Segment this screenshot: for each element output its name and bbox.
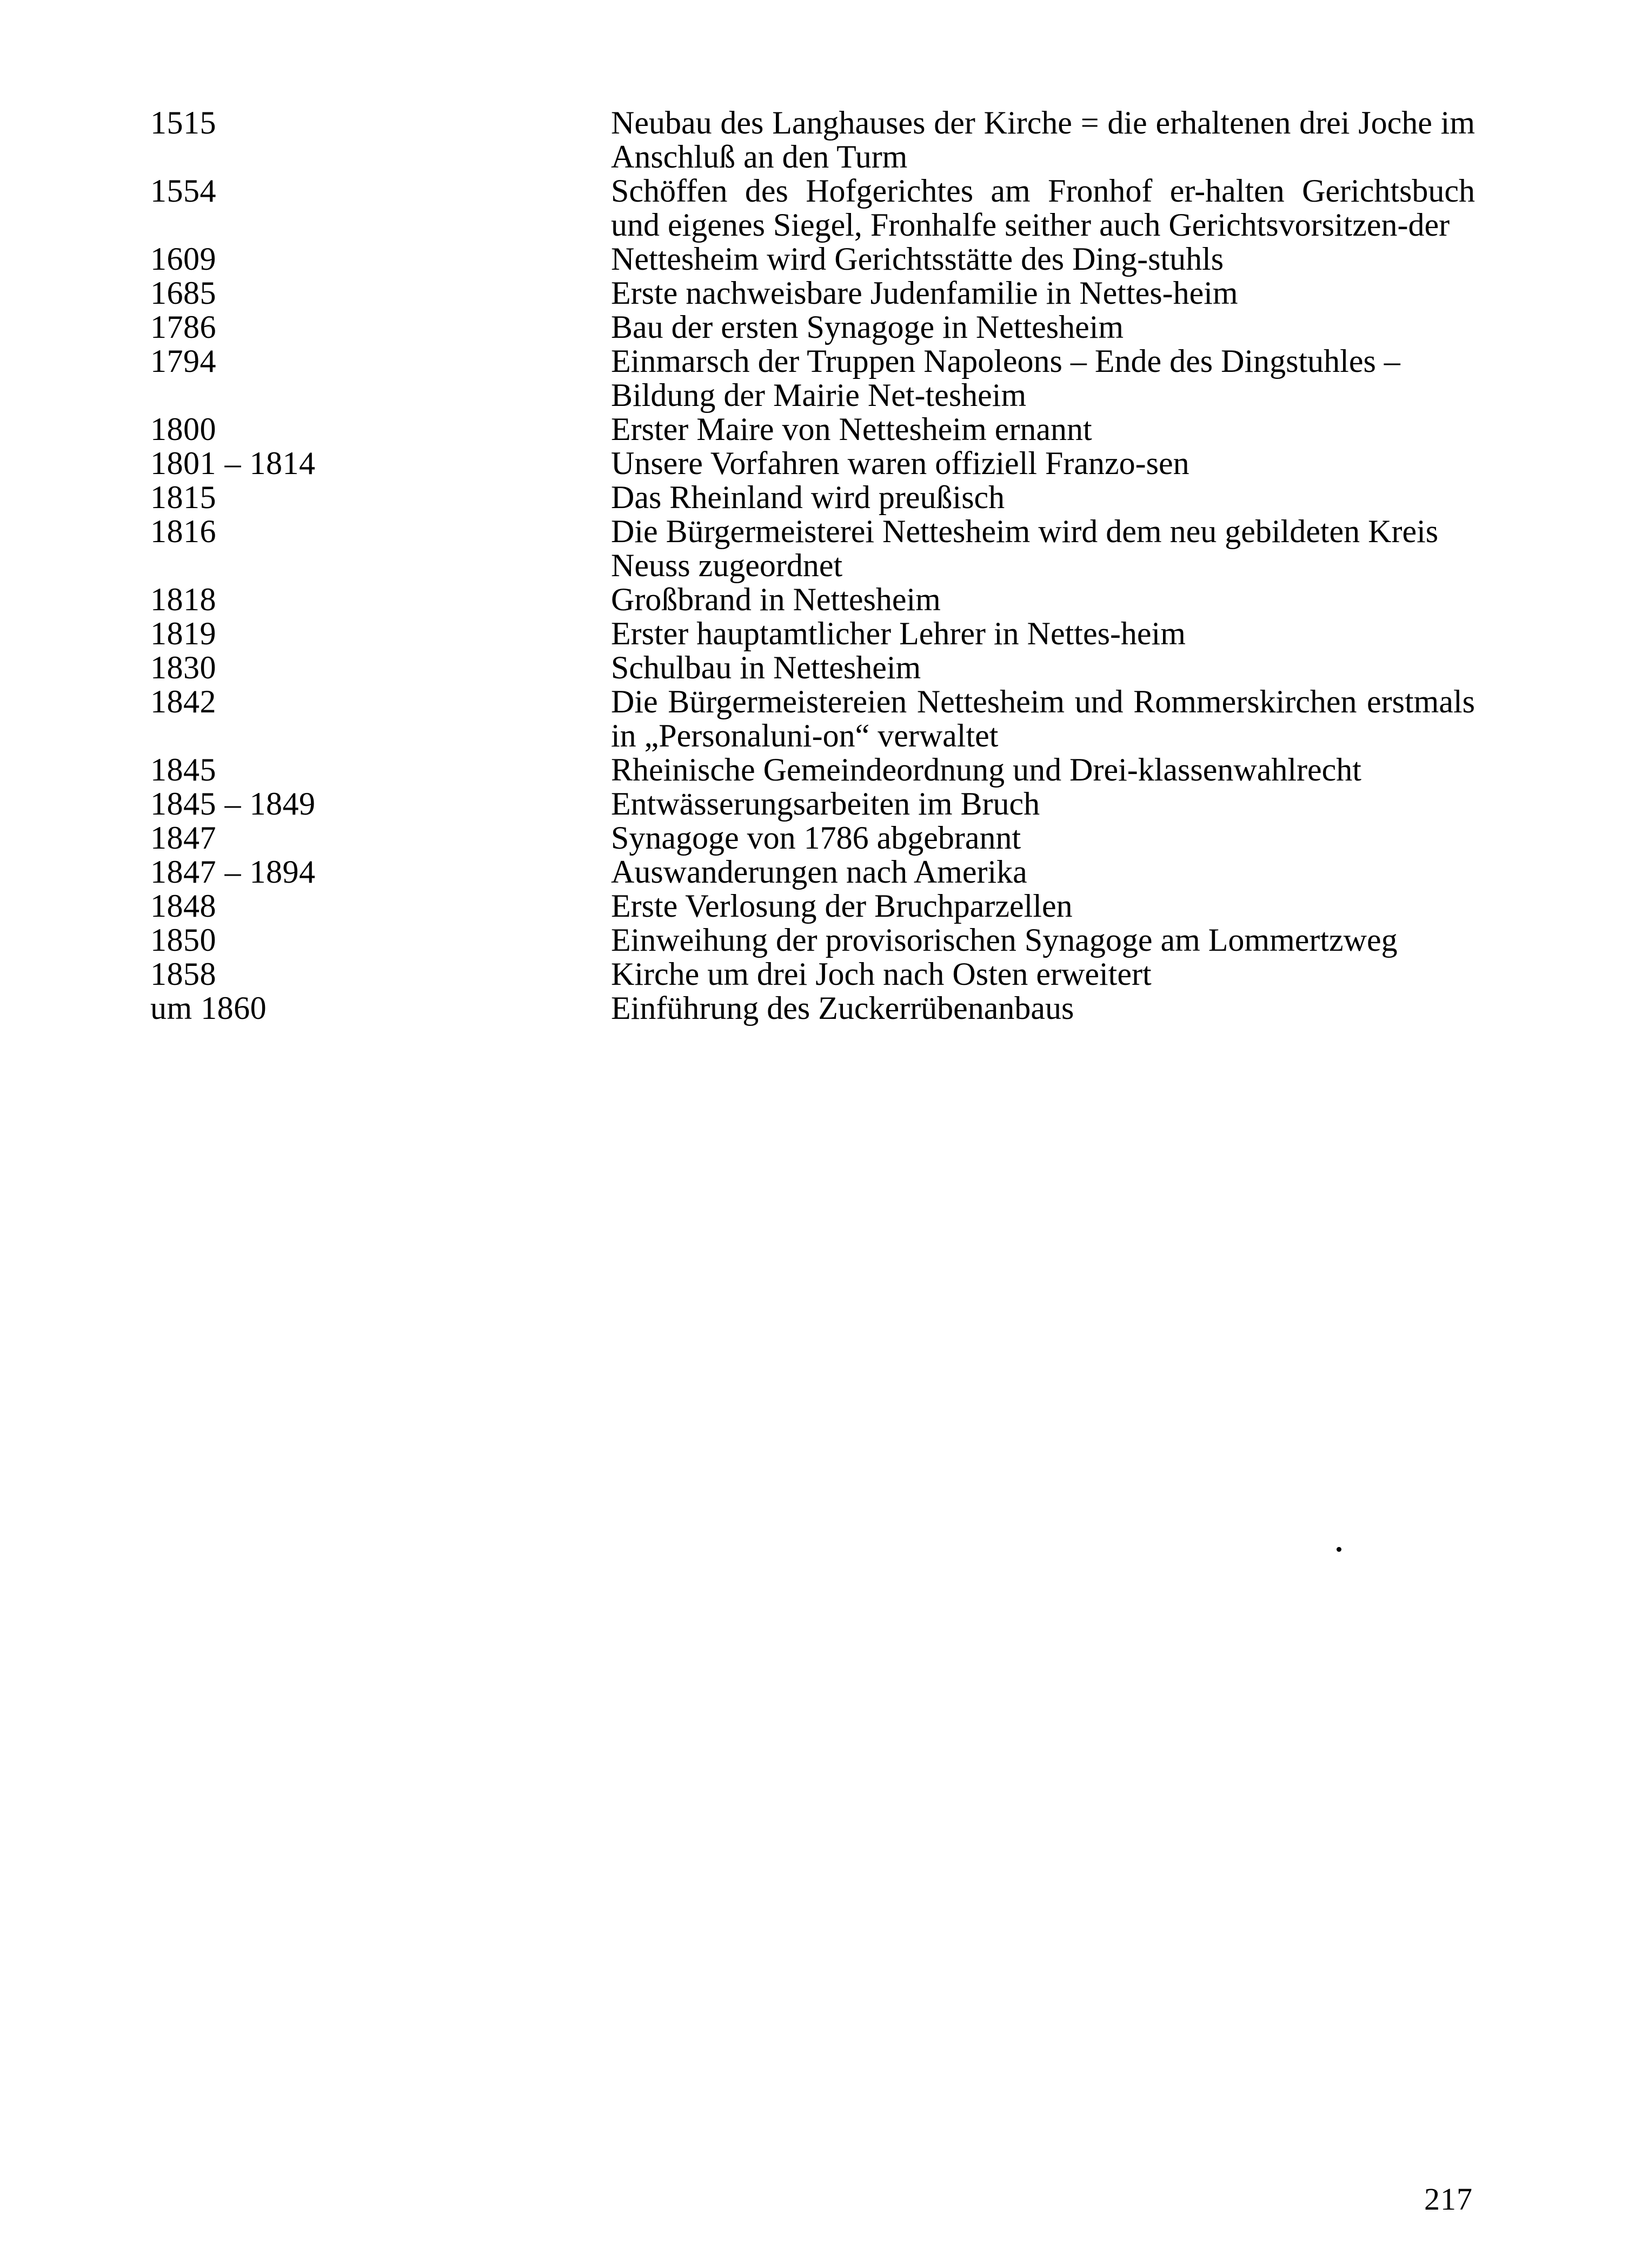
entry-year: 1845 – 1849 (150, 786, 316, 822)
chronology-entry (150, 753, 1475, 787)
entry-description: Das Rheinland wird preußisch (611, 479, 1005, 515)
entry-year: 1842 (150, 684, 216, 719)
page-number: 217 (1424, 2182, 1473, 2217)
entry-description: Bau der ersten Synagoge in Nettesheim (611, 309, 1124, 345)
chronology-entry (150, 957, 1475, 991)
chronology-entry (150, 583, 1475, 617)
entry-year: 1818 (150, 582, 216, 617)
entry-description: Schöffen des Hofgerichtes am Fronhof er-halten Gerichtsbuch und eigenes Siegel, Fronhalfe seither auch Gerichtsvorsitzen-der (611, 173, 1475, 243)
chronology-entry (150, 991, 1475, 1025)
entry-year: um 1860 (150, 990, 267, 1026)
chronology-entry (150, 276, 1475, 310)
chronology-entry (150, 242, 1475, 276)
entry-description: Entwässerungsarbeiten im Bruch (611, 786, 1040, 822)
entry-description: Großbrand in Nettesheim (611, 582, 941, 617)
chronology-entry (150, 923, 1475, 957)
entry-year: 1794 (150, 343, 216, 379)
entry-description: Erster Maire von Nettesheim ernannt (611, 411, 1092, 447)
chronology-table (150, 106, 1475, 1025)
entry-description: Erste Verlosung der Bruchparzellen (611, 888, 1073, 924)
chronology-entry (150, 481, 1475, 515)
entry-description: Synagoge von 1786 abgebrannt (611, 820, 1021, 856)
entry-description: Neubau des Langhauses der Kirche = die erhaltenen drei Joche im Anschluß an den Turm (611, 105, 1475, 175)
chronology-entry (150, 685, 1475, 753)
entry-description: Nettesheim wird Gerichtsstätte des Ding-stuhls (611, 241, 1224, 277)
entry-year: 1786 (150, 309, 216, 345)
chronology-entry (150, 515, 1475, 583)
scan-artifact-speck (1337, 1547, 1341, 1552)
entry-year: 1515 (150, 105, 216, 141)
entry-description: Rheinische Gemeindeordnung und Drei-klassenwahlrecht (611, 752, 1361, 788)
entry-year: 1858 (150, 956, 216, 992)
chronology-entry (150, 889, 1475, 923)
chronology-entry (150, 651, 1475, 685)
entry-year: 1816 (150, 513, 216, 549)
entry-year: 1845 (150, 752, 216, 788)
entry-description: Schulbau in Nettesheim (611, 650, 921, 685)
entry-year: 1830 (150, 650, 216, 685)
entry-description: Einweihung der provisorischen Synagoge am Lommertzweg (611, 922, 1398, 958)
entry-year: 1819 (150, 616, 216, 651)
chronology-entry (150, 446, 1475, 481)
entry-description: Auswanderungen nach Amerika (611, 854, 1027, 890)
entry-description: Die Bürgermeisterei Nettesheim wird dem neu gebildeten Kreis Neuss zugeordnet (611, 513, 1439, 583)
entry-description: Unsere Vorfahren waren offiziell Franzo-sen (611, 445, 1189, 481)
entry-description: Kirche um drei Joch nach Osten erweitert (611, 956, 1152, 992)
entry-description: Erste nachweisbare Judenfamilie in Nettes-heim (611, 275, 1238, 311)
entry-description: Erster hauptamtlicher Lehrer in Nettes-heim (611, 616, 1186, 651)
chronology-entry (150, 310, 1475, 344)
chronology-entry (150, 617, 1475, 651)
chronology-entry (150, 344, 1475, 412)
entry-year: 1554 (150, 173, 216, 209)
chronology-entry (150, 106, 1475, 174)
entry-year: 1685 (150, 275, 216, 311)
chronology-entry (150, 412, 1475, 446)
chronology-entry (150, 821, 1475, 855)
chronology-entry (150, 174, 1475, 242)
entry-description: Die Bürgermeistereien Nettesheim und Rommerskirchen erstmals in „Personaluni-on“ verwaltet (611, 684, 1475, 753)
entry-year: 1848 (150, 888, 216, 924)
entry-description: Einführung des Zuckerrübenanbaus (611, 990, 1074, 1026)
entry-year: 1850 (150, 922, 216, 958)
entry-year: 1800 (150, 411, 216, 447)
chronology-entry (150, 855, 1475, 889)
entry-year: 1609 (150, 241, 216, 277)
entry-description: Einmarsch der Truppen Napoleons – Ende des Dingstuhles – Bildung der Mairie Net-tesheim (611, 343, 1400, 413)
entry-year: 1847 – 1894 (150, 854, 316, 890)
entry-year: 1847 (150, 820, 216, 856)
entry-year: 1815 (150, 479, 216, 515)
chronology-entry (150, 787, 1475, 821)
entry-year: 1801 – 1814 (150, 445, 316, 481)
